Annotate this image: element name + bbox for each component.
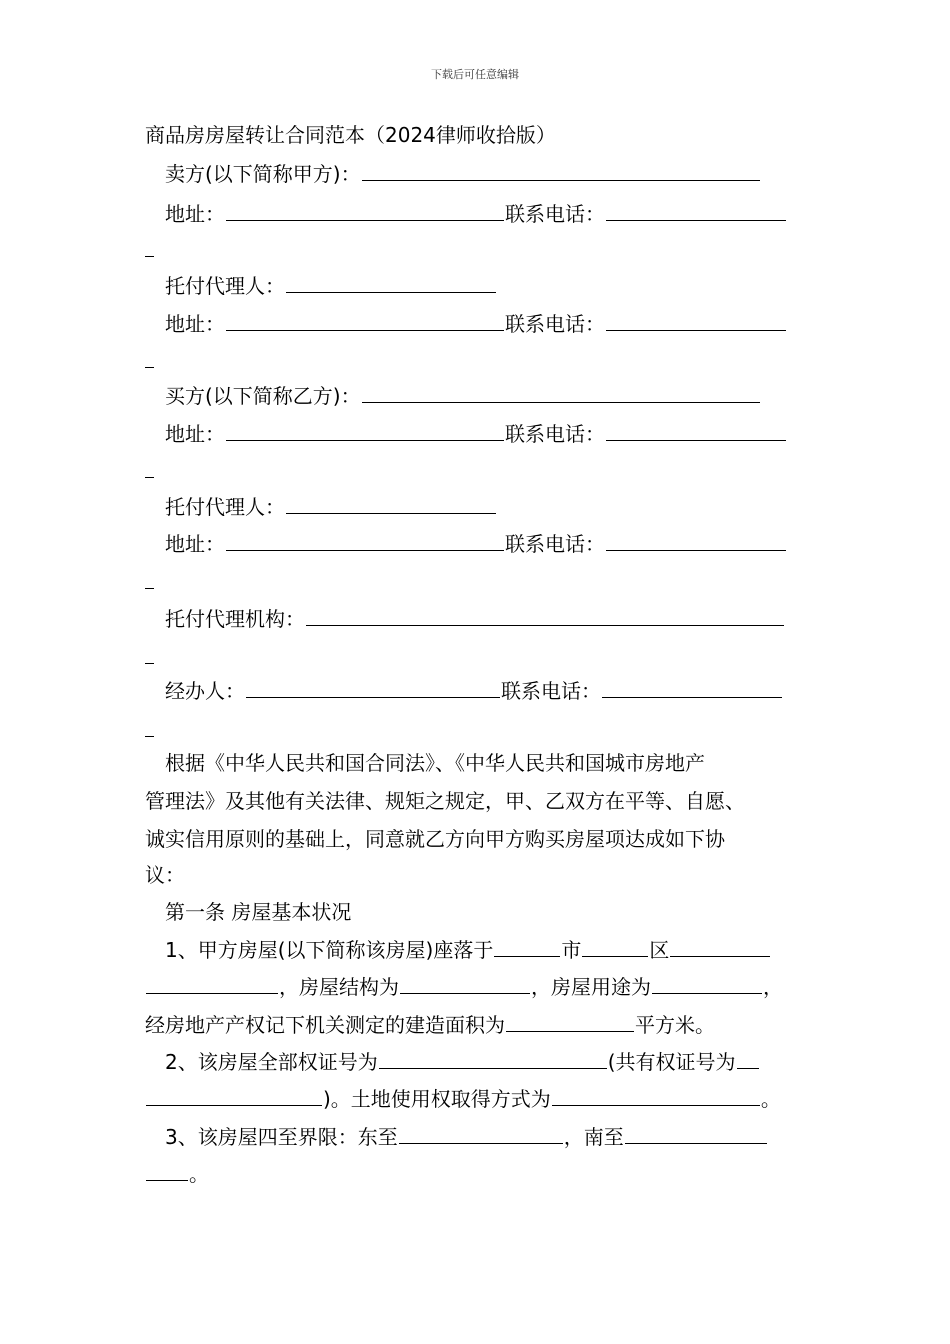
clause-text: ， xyxy=(763,975,783,999)
handler-label: 经办人： xyxy=(165,679,245,703)
underline-continuation xyxy=(145,735,154,737)
buyer-agent-field[interactable] xyxy=(286,493,496,514)
buyer-name-field[interactable] xyxy=(362,382,760,403)
co-certificate-field[interactable] xyxy=(737,1048,759,1069)
address-label: 地址： xyxy=(165,312,225,336)
article-heading: 第一条 房屋基本状况 xyxy=(165,900,352,924)
clause-text: ，房屋结构为 xyxy=(279,975,399,999)
phone-label: 联系电话： xyxy=(501,679,601,703)
buyer-line xyxy=(165,382,761,409)
buyer-agent-address-field[interactable] xyxy=(226,530,504,551)
clause-2-line xyxy=(165,1048,760,1075)
clause-text: 1、甲方房屋(以下简称该房屋)座落于 xyxy=(165,938,494,962)
clause-text: ，南至 xyxy=(563,1125,624,1149)
phone-label: 联系电话： xyxy=(505,532,605,556)
area-field[interactable] xyxy=(506,1011,634,1032)
south-boundary-field-cont[interactable] xyxy=(146,1160,188,1181)
seller-agent-phone-field[interactable] xyxy=(606,310,786,331)
seller-phone-field[interactable] xyxy=(606,200,786,221)
location-field-cont[interactable] xyxy=(146,973,278,994)
east-boundary-field[interactable] xyxy=(399,1123,563,1144)
document-title xyxy=(145,122,556,148)
buyer-agent-phone-field[interactable] xyxy=(606,530,786,551)
usage-field[interactable] xyxy=(652,973,762,994)
phone-label: 联系电话： xyxy=(505,312,605,336)
handler-phone-field[interactable] xyxy=(602,677,782,698)
clause-text: ，房屋用途为 xyxy=(531,975,651,999)
buyer-address-line xyxy=(165,420,787,447)
clause-3-line xyxy=(165,1123,768,1150)
agency-line xyxy=(165,605,785,632)
phone-label: 联系电话： xyxy=(505,422,605,446)
clause-text: (共有权证号为 xyxy=(607,1050,736,1074)
address-label: 地址： xyxy=(165,422,225,446)
underline-continuation xyxy=(145,662,154,664)
seller-agent-address-line xyxy=(165,310,787,337)
underline-continuation xyxy=(145,587,154,589)
buyer-label: 买方(以下简称乙方)： xyxy=(165,384,361,408)
seller-address-line xyxy=(165,200,787,227)
clause-text: )。土地使用权取得方式为 xyxy=(323,1087,551,1111)
clause-text: 市 xyxy=(561,938,582,962)
clause-1-line xyxy=(165,936,771,963)
clause-text: 。 xyxy=(189,1162,209,1186)
south-boundary-field[interactable] xyxy=(625,1123,767,1144)
structure-field[interactable] xyxy=(400,973,530,994)
buyer-agent-address-line xyxy=(165,530,787,557)
handler-line xyxy=(165,677,783,704)
co-certificate-field-cont[interactable] xyxy=(146,1085,322,1106)
intro-line: 管理法》及其他有关法律、规矩之规定，甲、乙双方在平等、自愿、 xyxy=(145,789,745,813)
clause-text: 3、该房屋四至界限：东至 xyxy=(165,1125,398,1149)
clause-1-line xyxy=(145,1011,715,1038)
seller-name-field[interactable] xyxy=(362,160,760,181)
buyer-phone-field[interactable] xyxy=(606,420,786,441)
buyer-address-field[interactable] xyxy=(226,420,504,441)
clause-text: 区 xyxy=(649,938,670,962)
intro-line: 诚实信用原则的基础上，同意就乙方向甲方购买房屋项达成如下协 xyxy=(145,827,725,851)
clause-3-line xyxy=(145,1160,209,1187)
seller-agent-address-field[interactable] xyxy=(226,310,504,331)
seller-label: 卖方(以下简称甲方)： xyxy=(165,162,361,186)
seller-agent-line xyxy=(165,272,497,299)
clause-text: 。 xyxy=(760,1087,781,1111)
clause-2-line xyxy=(145,1085,781,1112)
underline-continuation xyxy=(145,366,154,368)
clause-text: 平方米。 xyxy=(635,1013,715,1037)
address-label: 地址： xyxy=(165,532,225,556)
intro-line: 根据《中华人民共和国合同法》、《中华人民共和国城市房地产 xyxy=(165,751,705,775)
phone-label: 联系电话： xyxy=(505,202,605,226)
agent-label: 托付代理人： xyxy=(165,495,285,519)
district-field[interactable] xyxy=(582,936,648,957)
underline-continuation xyxy=(145,476,154,478)
certificate-field[interactable] xyxy=(379,1048,607,1069)
clause-text: 经房地产产权记下机关测定的建造面积为 xyxy=(145,1013,505,1037)
land-use-field[interactable] xyxy=(552,1085,760,1106)
underline-continuation xyxy=(145,255,154,257)
buyer-agent-line xyxy=(165,493,497,520)
seller-line xyxy=(165,160,761,187)
clause-text: 2、该房屋全部权证号为 xyxy=(165,1050,378,1074)
agency-field[interactable] xyxy=(306,605,784,626)
handler-field[interactable] xyxy=(246,677,500,698)
address-label: 地址： xyxy=(165,202,225,226)
location-field[interactable] xyxy=(670,936,770,957)
title-text: 商品房房屋转让合同范本（2024律师收拾版） xyxy=(145,123,556,147)
agent-label: 托付代理人： xyxy=(165,274,285,298)
seller-address-field[interactable] xyxy=(226,200,504,221)
clause-1-line xyxy=(145,973,783,1000)
city-field[interactable] xyxy=(494,936,560,957)
agency-label: 托付代理机构： xyxy=(165,607,305,631)
seller-agent-field[interactable] xyxy=(286,272,496,293)
intro-line: 议： xyxy=(145,863,185,887)
page-header: 下载后可任意编辑 xyxy=(431,68,519,81)
